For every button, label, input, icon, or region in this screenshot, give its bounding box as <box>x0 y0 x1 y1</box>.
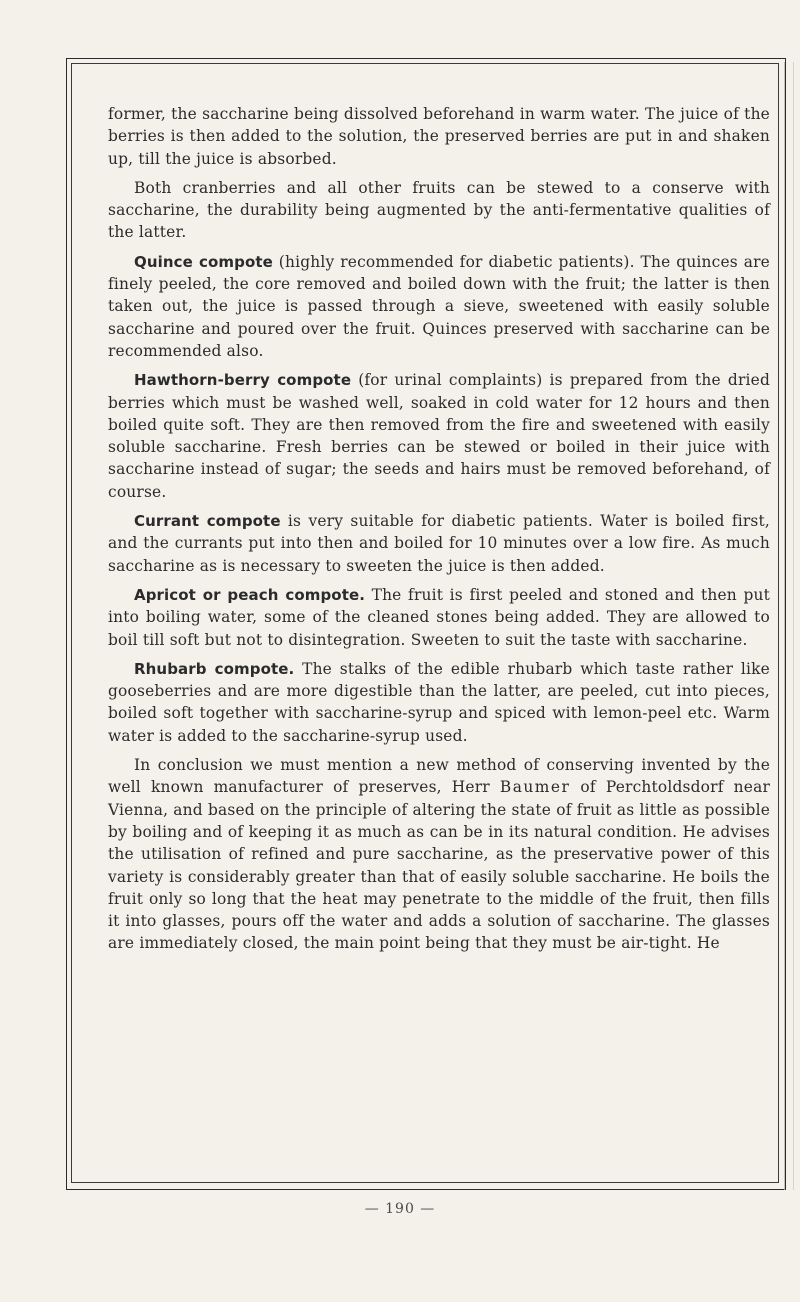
paragraph-rhubarb-compote <box>108 658 770 747</box>
recipe-heading: Apricot or peach compote. <box>134 585 366 604</box>
paragraph-currant-compote <box>108 510 770 577</box>
recipe-heading: Hawthorn-berry compote <box>134 371 352 390</box>
page-edge-shadow <box>784 62 794 1190</box>
paragraph-continuation <box>108 103 770 170</box>
recipe-heading: Rhubarb compote. <box>134 659 295 678</box>
paragraph-text: In conclusion we must mention a new method of conserving invented by the well known manufacturer of preserves, Herr <box>108 756 770 797</box>
paragraph-text: of Perchtoldsdorf near Vienna, and based on the principle of altering the state of fruit as little as possible by boiling and of keeping it as much as can be in its natural condition. He advises the utilisation of refined and pure saccharine, as the preservative power of this variety is considerably greater than that of easily soluble saccharine. He boils the fruit only so long that the heat may penetrate to the middle of the fruit, then fills it into glasses, pours off the water and adds a solution of saccharine. The glasses are immediately closed, the main point being that they must be air-tight. He <box>108 778 770 953</box>
recipe-heading: Quince compote <box>134 252 273 271</box>
body-text <box>108 103 770 962</box>
recipe-heading: Currant compote <box>134 512 281 531</box>
paragraph-text: is very suitable for diabetic patients. Water is boiled first, and the currants put into then and boiled for 10 minutes over a low fire. As much saccharine as is necessary to sweeten the juice is then added. <box>108 512 771 575</box>
paragraph-text: former, the saccharine being dissolved beforehand in warm water. The juice of the berries is then added to the solution, the preserved berries are put in and shaken up, till the juice is absorbed. <box>108 105 770 168</box>
paragraph-text: Both cranberries and all other fruits can be stewed to a conserve with saccharine, the durability being augmented by the anti-fermentative qualities of the latter. <box>108 178 770 242</box>
paragraph-cranberries <box>108 177 770 244</box>
paragraph-text: (highly recommended for diabetic patients). The quinces are finely peeled, the core removed and boiled down with the fruit; the latter is then taken out, the juice is passed through a sieve, sweetened with easily soluble saccharine and poured over the fruit. Quinces preserved with saccharine can be recommended also. <box>108 252 770 360</box>
paragraph-quince-compote <box>108 251 770 362</box>
paragraph-hawthorn-compote <box>108 369 770 503</box>
paragraph-text: The fruit is first peeled and stoned and then put into boiling water, some of the cleaned stones being added. They are allowed to boil till soft but not to disintegration. Sweeten to suit the taste with saccharine. <box>108 585 771 649</box>
paragraph-text: The stalks of the edible rhubarb which taste rather like gooseberries and are more digestible than the latter, are peeled, cut into pieces, boiled soft together with saccharine-syrup and spiced with lemon-peel etc. Warm water is added to the saccharine-syrup used. <box>108 659 770 745</box>
paragraph-conclusion <box>108 754 770 955</box>
page-number: — 190 — <box>364 1201 436 1217</box>
manufacturer-name: Baumer <box>499 778 571 797</box>
paragraph-apricot-compote <box>108 584 770 651</box>
paragraph-text: (for urinal complaints) is prepared from the dried berries which must be washed well, soaked in cold water for 12 hours and then boiled quite soft. They are then removed from the fire and sweetened with easily soluble saccharine. Fresh berries can be stewed or boiled in their juice with saccharine instead of sugar; the seeds and hairs must be removed beforehand, of course. <box>108 371 770 501</box>
